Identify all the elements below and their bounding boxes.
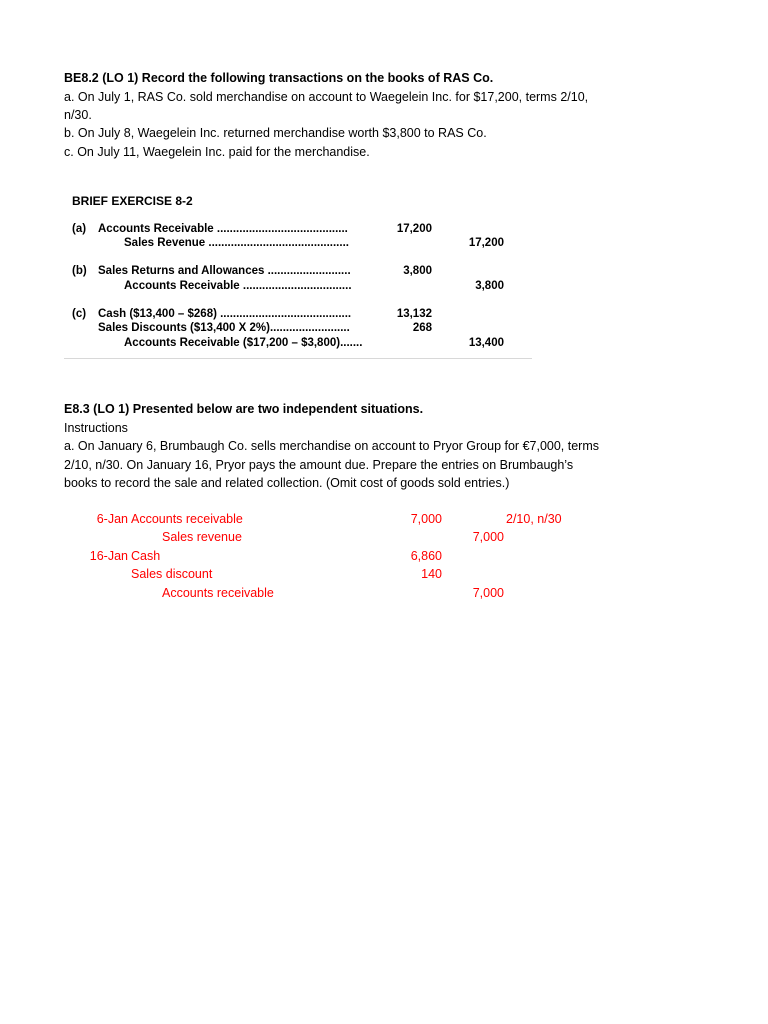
journal-credit: 7,000	[472, 586, 504, 600]
journal-terms-note: 2/10, n/30	[506, 512, 562, 526]
be-row-debit: 17,200	[396, 223, 432, 235]
be-row-credit: 3,800	[475, 280, 504, 292]
be82-heading: BE8.2 (LO 1) Record the following transactions on the books of RAS Co.	[64, 71, 494, 85]
e83-line-a3: books to record the sale and related collection. (Omit cost of goods sold entries.)	[64, 476, 510, 490]
be-row-account: Sales Returns and Allowances ..........................	[98, 265, 351, 277]
journal-account: Cash	[131, 549, 161, 563]
be82-line-a1: a. On July 1, RAS Co. sold merchandise on account to Waegelein Inc. for $17,200, terms 2/10,	[64, 90, 589, 104]
e83-line-a1: a. On January 6, Brumbaugh Co. sells merchandise on account to Pryor Group for €7,000, terms	[64, 439, 599, 453]
be-row-b-credit	[64, 279, 532, 294]
be-row-a-credit	[64, 236, 532, 251]
journal-debit: 6,860	[410, 549, 442, 563]
be-row-account: Accounts Receivable ($17,200 – $3,800).......	[124, 337, 363, 349]
journal-date: 16-Jan	[89, 549, 128, 563]
journal-debit: 7,000	[410, 512, 442, 526]
journal-row	[0, 510, 768, 528]
journal-row	[0, 528, 768, 546]
be-row-c-discount	[64, 321, 532, 336]
be-row-account: Cash ($13,400 – $268) .........................................	[98, 308, 352, 320]
be-row-letter: (b)	[72, 265, 87, 277]
journal-account: Accounts receivable	[162, 586, 274, 600]
brief-exercise-title: BRIEF EXERCISE 8-2	[72, 194, 193, 208]
be-row-debit: 268	[412, 322, 432, 334]
journal-row	[0, 547, 768, 565]
be82-line-b: b. On July 8, Waegelein Inc. returned merchandise worth $3,800 to RAS Co.	[64, 126, 487, 140]
journal-credit: 7,000	[472, 530, 504, 544]
be-row-account: Sales Discounts ($13,400 X 2%).........................	[98, 322, 350, 334]
journal-row	[0, 565, 768, 583]
e83-line-a2: 2/10, n/30. On January 16, Pryor pays the amount due. Prepare the entries on Brumbaugh’s	[64, 458, 574, 472]
be-row-credit: 13,400	[468, 337, 504, 349]
journal-debit: 140	[421, 567, 442, 581]
journal-account: Sales discount	[131, 567, 213, 581]
be-row-debit: 13,132	[396, 308, 432, 320]
journal-row	[0, 584, 768, 602]
be-row-c-cash	[64, 307, 532, 322]
e83-heading: E8.3 (LO 1) Presented below are two independent situations.	[64, 402, 424, 416]
be-row-a-debit	[64, 222, 532, 237]
be-row-debit: 3,800	[403, 265, 432, 277]
brief-exercise-solution	[64, 186, 532, 359]
be-row-account: Accounts Receivable ..................................	[124, 280, 352, 292]
be-row-letter: (a)	[72, 223, 87, 235]
be-row-credit: 17,200	[468, 237, 504, 249]
be-row-account: Accounts Receivable .........................................	[98, 223, 348, 235]
be-row-account: Sales Revenue ............................................	[124, 237, 349, 249]
be-row-c-receivable	[64, 336, 532, 351]
be82-line-c: c. On July 11, Waegelein Inc. paid for the merchandise.	[64, 145, 370, 159]
journal-account: Sales revenue	[162, 530, 242, 544]
be-row-b-debit	[64, 264, 532, 279]
journal-date: 6-Jan	[96, 512, 128, 526]
be-row-letter: (c)	[72, 308, 87, 320]
e83-instructions: Instructions	[64, 421, 128, 435]
journal-account: Accounts receivable	[131, 512, 243, 526]
be82-line-a2: n/30.	[64, 108, 92, 122]
